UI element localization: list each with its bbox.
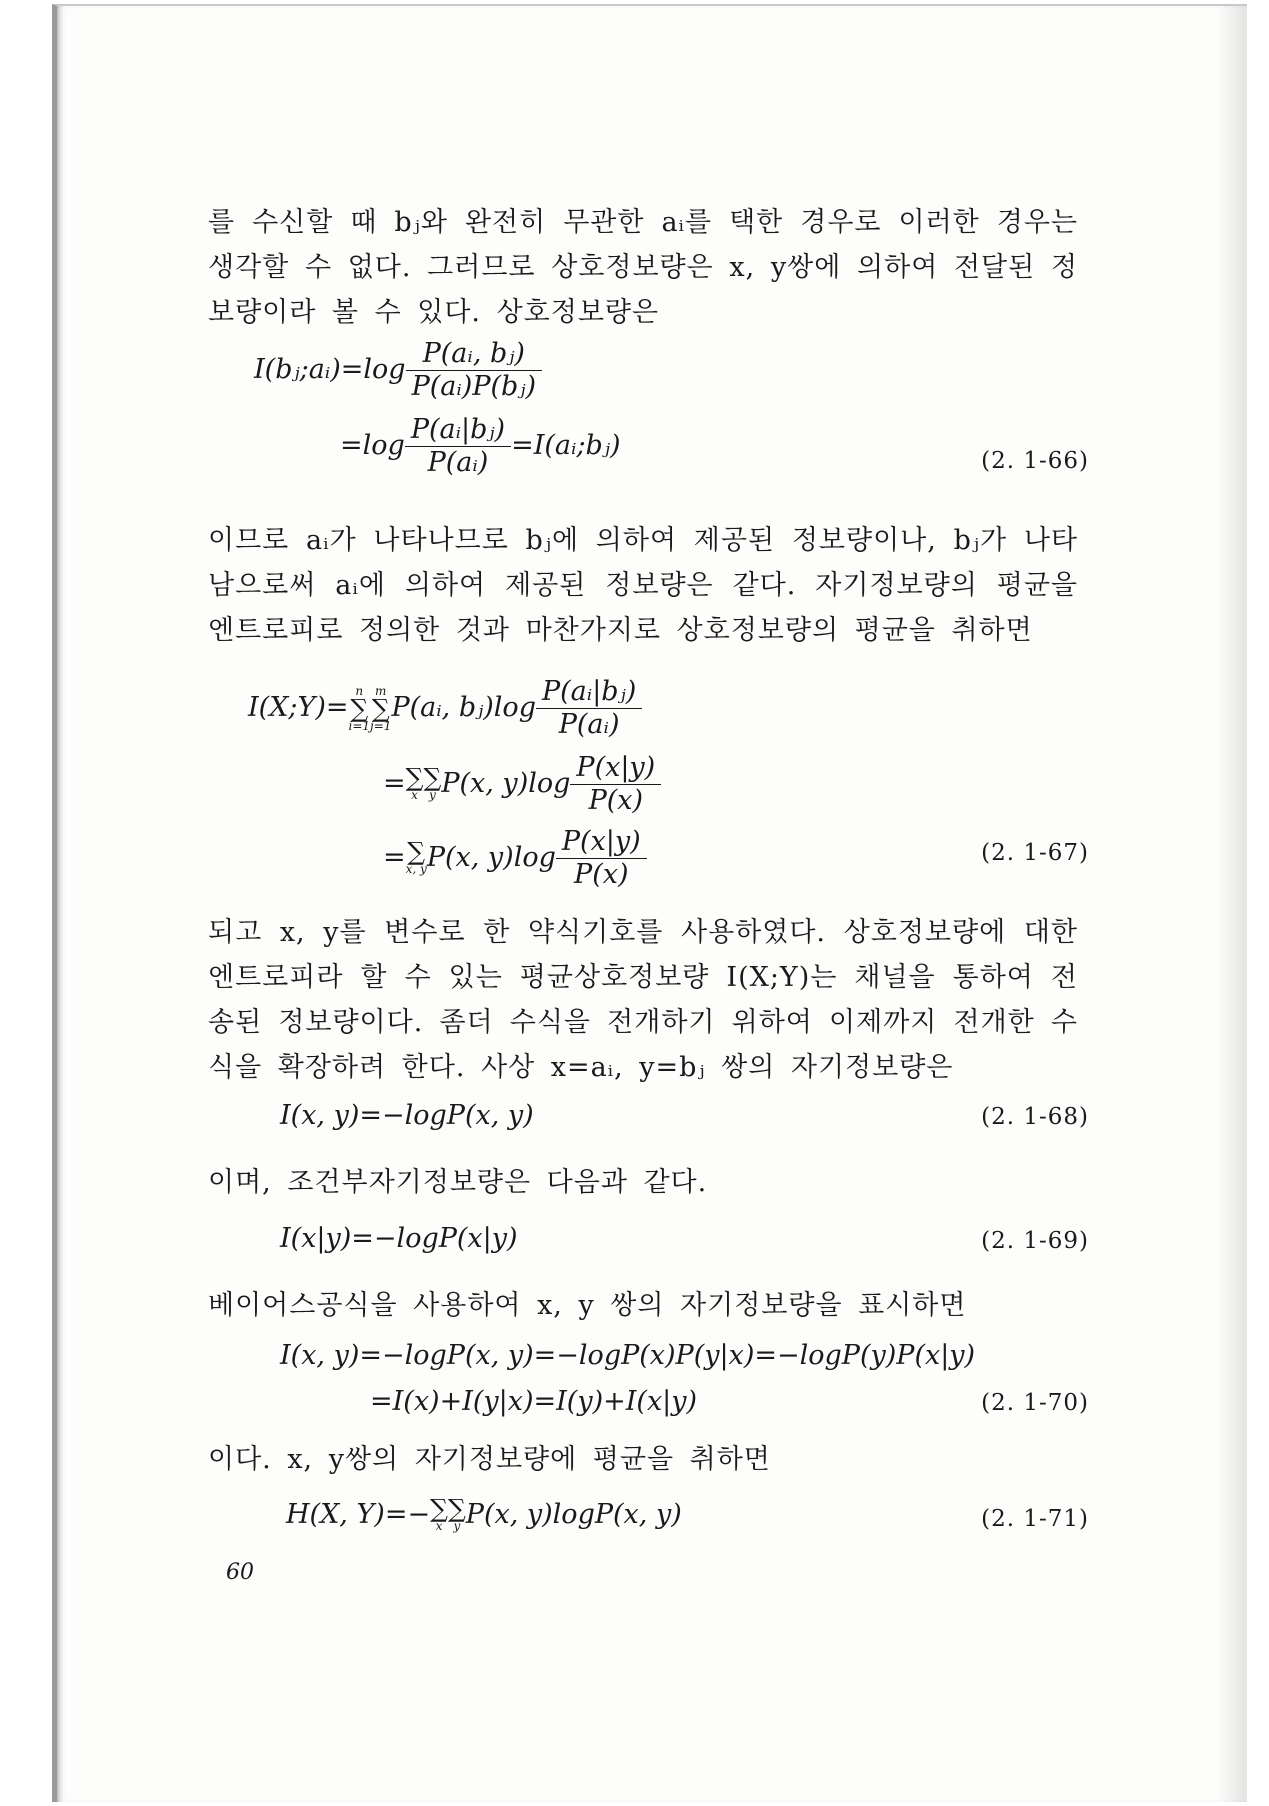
eq67-num-1: P(aᵢ|bⱼ): [536, 676, 642, 709]
paragraph-6: [208, 1437, 1078, 1482]
eq67-sum-y-lower: y: [429, 788, 436, 802]
eq66-line2-post: =I(aᵢ;bⱼ): [511, 430, 621, 461]
page-edge-shadow: [1217, 6, 1247, 1802]
eq67-sum-j-upper: m: [375, 683, 387, 698]
eq67-fraction-2: [570, 752, 661, 817]
eq66-den-2: P(aᵢ): [427, 447, 489, 478]
eq66-num-1: P(aᵢ, bⱼ): [406, 338, 542, 371]
eq67-sum-x: [405, 763, 424, 802]
equation-number-2-1-68: (2. 1-68): [981, 1104, 1089, 1130]
paragraph-5: [208, 1283, 1078, 1328]
eq71-sum-x: [430, 1494, 448, 1533]
eq71-rhs: P(x, y)logP(x, y): [465, 1499, 682, 1530]
paragraph-1: [208, 200, 1078, 335]
eq67-sum-i-upper: n: [355, 683, 364, 698]
eq67-sigma-4: ∑: [423, 763, 442, 792]
eq66-lhs: I(bⱼ;aᵢ)=log: [254, 354, 406, 385]
equation-number-2-1-69: (2. 1-69): [981, 1228, 1089, 1254]
paragraph-6-text: 이다. x, y쌍의 자기정보량에 평균을 취하면: [208, 1444, 771, 1475]
paragraph-1-text: 를 수신할 때 bⱼ와 완전히 무관한 aᵢ를 택한 경우로 이러한 경우는 생각할 수 없다. 그러므로 상호정보량은 x, y쌍에 의하여 전달된 정보량이라 볼 수 있다. 상호정보량은: [208, 207, 1078, 328]
eq66-fraction-2: [405, 414, 511, 479]
equation-2-1-67-line-3: [383, 826, 647, 891]
equation-2-1-69: I(x|y)=−logP(x|y): [280, 1223, 518, 1254]
equation-2-1-67-line-2: [383, 752, 661, 817]
eq67-line2-eq: =: [383, 768, 406, 799]
eq67-sigma-2: ∑: [371, 693, 390, 723]
equation-number-2-1-70: (2. 1-70): [981, 1390, 1089, 1416]
eq67-sum-y: [423, 763, 442, 802]
paragraph-2-text: 이므로 aᵢ가 나타나므로 bⱼ에 의하여 제공된 정보량이나, bⱼ가 나타남으로써 aᵢ에 의하여 제공된 정보량은 같다. 자기정보량의 평균을 엔트로피로 정의한 것과 마찬가지로 상호정보량의 평균을 취하면: [208, 525, 1078, 646]
eq67-num-2: P(x|y): [570, 752, 661, 785]
equation-2-1-68: I(x, y)=−logP(x, y): [280, 1100, 534, 1131]
equation-2-1-70-line-1: I(x, y)=−logP(x, y)=−logP(x)P(y|x)=−logP(y)P(x|y): [280, 1340, 976, 1371]
eq71-sum-x-lower: x: [435, 1519, 443, 1533]
paragraph-3: [208, 910, 1078, 1090]
eq67-line3-eq: =: [383, 842, 406, 873]
eq71-sigma-2: ∑: [447, 1494, 466, 1523]
eq67-den-1: P(aᵢ): [558, 709, 620, 740]
eq67-sum-xy: [405, 837, 427, 876]
eq67-den-3: P(x): [574, 859, 629, 890]
eq66-den-1: P(aᵢ)P(bⱼ): [411, 371, 536, 402]
paragraph-4: [208, 1160, 1078, 1205]
equation-number-2-1-71: (2. 1-71): [981, 1506, 1089, 1532]
eq67-sum-x-lower: x: [411, 788, 418, 802]
equation-2-1-67-line-1: [248, 676, 642, 741]
equation-number-2-1-66: (2. 1-66): [981, 448, 1089, 474]
eq71-sigma-1: ∑: [430, 1494, 448, 1523]
eq66-line2-pre: =log: [340, 430, 405, 461]
eq67-num-3: P(x|y): [556, 826, 647, 859]
eq71-lhs: H(X, Y)=−: [286, 1499, 431, 1530]
eq67-lhs: I(X;Y)=: [248, 692, 349, 723]
paragraph-3-text: 되고 x, y를 변수로 한 약식기호를 사용하였다. 상호정보량에 대한 엔트로피라 할 수 있는 평균상호정보량 I(X;Y)는 채널을 통하여 전송된 정보량이다. 좀더 수식을 전개하기 위하여 이제까지 전개한 수식을 확장하려 한다. 사상 x=aᵢ, y=bⱼ 쌍의 자기정보량은: [208, 917, 1078, 1083]
eq66-fraction-1: [406, 338, 542, 403]
paragraph-5-text: 베이어스공식을 사용하여 x, y 쌍의 자기정보량을 표시하면: [208, 1290, 967, 1321]
eq66-num-2: P(aᵢ|bⱼ): [405, 414, 511, 447]
equation-number-2-1-67: (2. 1-67): [981, 840, 1089, 866]
eq67-line3-mid: P(x, y)log: [426, 842, 556, 873]
eq67-line1-mid: P(aᵢ, bⱼ)log: [391, 692, 536, 723]
paragraph-2: [208, 518, 1078, 653]
equation-2-1-71: [286, 1494, 682, 1533]
eq67-sum-xy-lower: x, y: [405, 862, 427, 876]
eq67-den-2: P(x): [588, 785, 644, 816]
eq67-sigma-5: ∑: [407, 837, 426, 866]
equation-2-1-66-line-2: [340, 414, 621, 479]
paragraph-4-text: 이며, 조건부자기정보량은 다음과 같다.: [208, 1167, 708, 1198]
equation-2-1-70-line-2: =I(x)+I(y|x)=I(y)+I(x|y): [370, 1386, 698, 1417]
eq67-sigma-1: ∑: [350, 693, 369, 723]
eq71-sum-y-lower: y: [453, 1519, 461, 1533]
eq67-sum-j: [370, 685, 391, 733]
page-number: 60: [226, 1560, 254, 1585]
eq67-fraction-1: [536, 676, 642, 741]
eq67-sum-j-lower: j=1: [370, 718, 392, 733]
equation-2-1-66-line-1: [254, 338, 542, 403]
eq67-line2-mid: P(x, y)log: [441, 768, 571, 799]
eq67-fraction-3: [556, 826, 647, 891]
eq71-sum-y: [447, 1494, 466, 1533]
eq67-sum-i-lower: i=1: [348, 718, 371, 733]
eq67-sum-i: [349, 685, 371, 733]
eq67-sigma-3: ∑: [405, 763, 424, 792]
